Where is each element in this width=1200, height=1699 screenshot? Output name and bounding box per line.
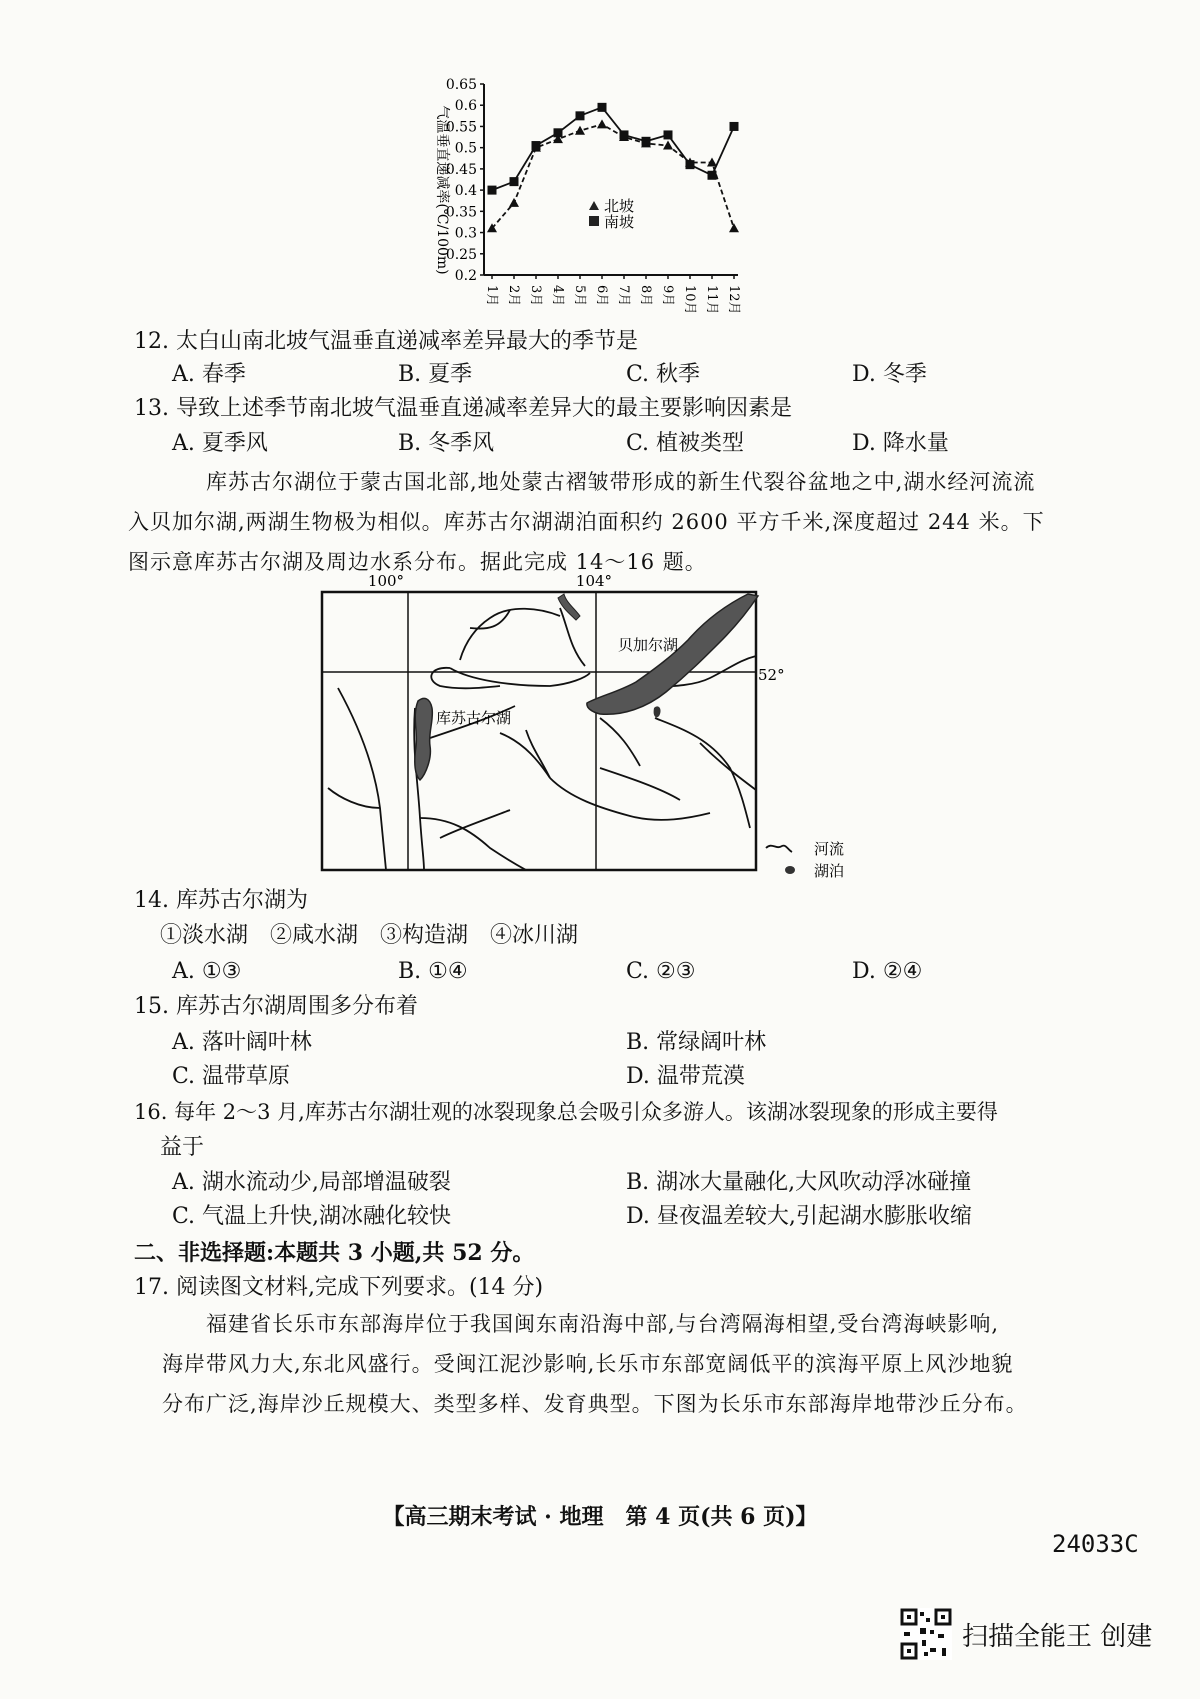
q12-option-b: B. 夏季 [398,362,473,387]
data-point-south [642,137,651,146]
map-lon-100: 100° [367,572,405,590]
data-point-south [576,111,585,120]
q15-option-d: D. 温带荒漠 [626,1064,745,1089]
lake-north-shape [558,594,580,620]
data-point-south [620,130,629,139]
q15-option-c: C. 温带草原 [172,1064,291,1089]
section-2-heading: 二、非选择题:本题共 3 小题,共 52 分。 [134,1240,535,1266]
lake-baikal-shape [587,594,758,714]
intro-line-3: 图示意库苏古尔湖及周边水系分布。据此完成 14～16 题。 [128,550,707,574]
chart-y-tick-label: 0.4 [454,183,477,200]
q17-line-2: 海岸带风力大,东北风盛行。受闽江泥沙影响,长乐市东部宽阔低平的滨海平原上风沙地貌 [162,1352,1014,1376]
chart-x-tick-label: 11月 [704,285,719,315]
data-point-south [598,103,607,112]
map-lat-52: 52° [758,666,785,684]
lake-khuvsgul-shape [415,698,433,780]
scanner-label: 扫描全能王 创建 [962,1621,1153,1652]
chart-y-tick-label: 0.3 [454,225,477,242]
q16-stem-line-2: 益于 [160,1135,205,1160]
legend-river-label: 河流 [814,840,845,858]
data-point-south [664,130,673,139]
q16-stem-line-1: 16. 每年 2～3 月,库苏古尔湖壮观的冰裂现象总会吸引众多游人。该湖冰裂现象的形成主要得 [134,1100,998,1124]
legend-lake-symbol [785,866,795,874]
q12-option-a: A. 春季 [172,362,246,387]
q16-option-c: C. 气温上升快,湖冰融化较快 [172,1204,452,1229]
data-point-north [509,198,519,207]
lapse-rate-chart [420,70,760,330]
q13-stem: 13. 导致上述季节南北坡气温垂直递减率差异大的最主要影响因素是 [134,396,792,421]
q13-option-d: D. 降水量 [852,431,949,456]
q16-option-d: D. 昼夜温差较大,引起湖水膨胀收缩 [626,1204,972,1229]
data-point-south [686,160,695,169]
chart-y-tick-label: 0.25 [445,246,477,263]
map-label-baikal: 贝加尔湖 [618,636,679,654]
map-lon-104: 104° [575,572,613,590]
q14-option-c: C. ②③ [626,959,696,984]
q14-option-a: A. ①③ [172,959,242,984]
data-point-south [488,186,497,195]
chart-y-tick-label: 0.45 [445,161,477,178]
data-point-south [708,171,717,180]
q15-option-b: B. 常绿阔叶林 [626,1030,767,1055]
legend-lake-label: 湖泊 [814,862,845,880]
q15-stem: 15. 库苏古尔湖周围多分布着 [134,994,418,1019]
map-legend [766,840,844,880]
chart-x-tick-label: 9月 [660,285,675,307]
legend-south-label: 南坡 [604,213,635,231]
chart-ylabel: 气温垂直递减率(℃/100m) [434,105,450,275]
chart-axes [446,77,741,315]
chart-legend [589,197,634,231]
map-label-khuvsgul: 库苏古尔湖 [436,709,512,727]
chart-x-tick-label: 3月 [528,285,543,307]
chart-x-tick-label: 5月 [572,285,587,307]
data-point-south [554,128,563,137]
intro-paragraph [128,462,1132,582]
lake-small-shape [654,706,661,717]
q12-option-d: D. 冬季 [852,362,927,387]
khuvsgul-map [300,568,880,888]
chart-y-tick-label: 0.2 [454,268,477,284]
chart-x-tick-label: 4月 [550,285,565,307]
q14-option-d: D. ②④ [852,959,923,984]
chart-y-tick-label: 0.65 [445,77,477,93]
q17-stem: 17. 阅读图文材料,完成下列要求。(14 分) [134,1275,544,1300]
data-point-north [729,223,739,232]
q13-option-a: A. 夏季风 [172,431,268,456]
legend-south-marker [589,216,599,226]
chart-x-tick-label: 1月 [484,285,499,307]
legend-river-symbol [766,846,792,852]
q16-option-a: A. 湖水流动少,局部增温破裂 [172,1170,451,1195]
intro-line-2: 入贝加尔湖,两湖生物极为相似。库苏古尔湖湖泊面积约 2600 平方千米,深度超过 244 米。下 [128,510,1045,534]
q15-option-a: A. 落叶阔叶林 [172,1030,312,1055]
chart-y-tick-label: 0.55 [445,119,477,136]
legend-north-label: 北坡 [604,197,635,215]
data-point-north [487,223,497,232]
q14-stem: 14. 库苏古尔湖为 [134,888,308,913]
chart-x-tick-label: 6月 [594,285,609,307]
chart-y-tick-label: 0.5 [454,140,477,157]
qr-code-icon [900,1608,952,1660]
data-point-north [575,126,585,135]
data-point-south [532,141,541,150]
intro-line-1: 库苏古尔湖位于蒙古国北部,地处蒙古褶皱带形成的新生代裂谷盆地之中,湖水经河流流 [206,470,1036,494]
page-footer: 【高三期末考试 · 地理 第 4 页(共 6 页)】 [382,1504,818,1530]
chart-x-tick-label: 8月 [638,285,653,307]
map-frame [322,592,756,870]
chart-y-tick-label: 0.35 [445,204,477,221]
q17-line-3: 分布广泛,海岸沙丘规模大、类型多样、发育典型。下图为长乐市东部海岸地带沙丘分布。 [162,1392,1028,1416]
q12-stem: 12. 太白山南北坡气温垂直递减率差异最大的季节是 [134,329,638,354]
data-point-south [510,177,519,186]
chart-x-tick-label: 7月 [616,285,631,307]
chart-x-tick-label: 2月 [506,285,521,307]
legend-north-marker [589,201,599,210]
q17-line-1: 福建省长乐市东部海岸位于我国闽东南沿海中部,与台湾隔海相望,受台湾海峡影响, [206,1312,1000,1336]
q12-option-c: C. 秋季 [626,362,701,387]
chart-x-tick-label: 10月 [682,285,697,315]
q13-option-c: C. 植被类型 [626,431,745,456]
series-line-south [492,107,734,190]
data-point-north [707,158,717,167]
page-code: 24033C [1052,1530,1139,1558]
chart-y-tick-label: 0.6 [454,98,477,115]
q13-option-b: B. 冬季风 [398,431,495,456]
chart-x-tick-label: 12月 [726,285,741,315]
data-point-north [597,119,607,128]
data-point-south [730,122,739,131]
q14-option-b: B. ①④ [398,959,468,984]
q16-option-b: B. 湖冰大量融化,大风吹动浮冰碰撞 [626,1170,972,1195]
q14-items: ①淡水湖 ②咸水湖 ③构造湖 ④冰川湖 [160,923,579,948]
data-point-north [663,141,673,150]
scanner-watermark [900,1608,1152,1660]
q17-material [162,1304,1132,1424]
